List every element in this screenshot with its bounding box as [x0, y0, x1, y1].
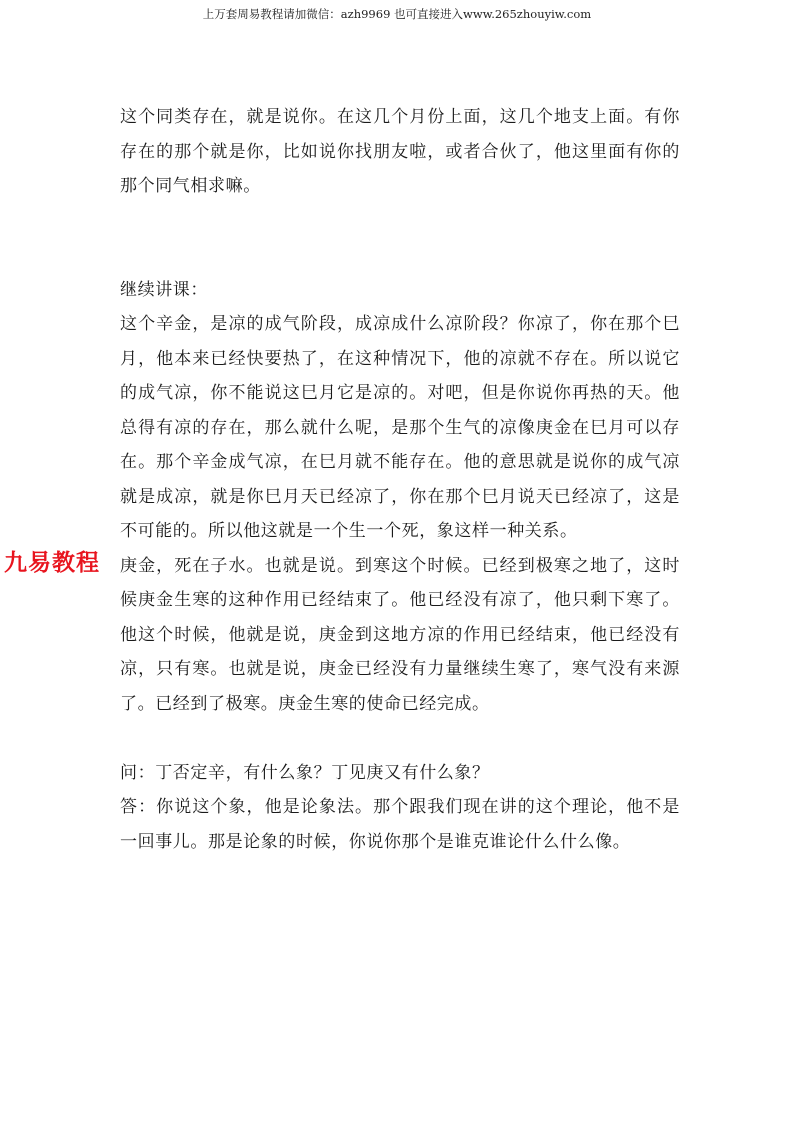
paragraph-gap: [120, 721, 680, 756]
paragraph-answer: 答：你说这个象，他是论象法。那个跟我们现在讲的这个理论，他不是一回事儿。那是论象的时候，你说你那个是谁克谁论什么什么像。: [120, 797, 680, 852]
page-header: 上万套周易教程请加微信：azh9969 也可直接进入www.265zhouyiw.com: [202, 7, 592, 21]
paragraph-continue-lecture: 继续讲课：: [120, 279, 208, 300]
paragraph-gap: [120, 238, 680, 273]
paragraph-question: 问：丁否定辛，有什么象？丁见庚又有什么象？: [120, 762, 490, 783]
paragraph-geng-metal: 庚金，死在子水。也就是说。到寒这个时候。已经到极寒之地了，这时候庚金生寒的这种作用已经结束了。他已经没有凉了，他只剩下寒了。他这个时候，他就是说，庚金到这地方凉的作用已经结束，他已经没有凉，只有寒。也就是说，庚金已经没有力量继续生寒了，寒气没有来源了。已经到了极寒。庚金生寒的使命已经完成。: [120, 555, 680, 714]
paragraph-same-kind: 这个同类存在，就是说你。在这几个月份上面，这几个地支上面。有你存在的那个就是你，比如说你找朋友啦，或者合伙了，他这里面有你的那个同气相求嘛。: [120, 107, 680, 196]
document-body: [120, 100, 680, 859]
paragraph-gap: [120, 204, 680, 239]
watermark-logo: 九易教程: [4, 550, 100, 576]
paragraph-xin-metal: 这个辛金，是凉的成气阶段，成凉成什么凉阶段？你凉了，你在那个巳月，他本来已经快要热了，在这种情况下，他的凉就不存在。所以说它的成气凉，你不能说这巳月它是凉的。对吧，但是你说你再热的天。他总得有凉的存在，那么就什么呢，是那个生气的凉像庚金在巳月可以存在。那个辛金成气凉，在巳月就不能存在。他的意思就是说你的成气凉就是成凉，就是你巳月天已经凉了，你在那个巳月说天已经凉了，这是不可能的。所以他这就是一个生一个死，象这样一种关系。: [120, 314, 680, 541]
